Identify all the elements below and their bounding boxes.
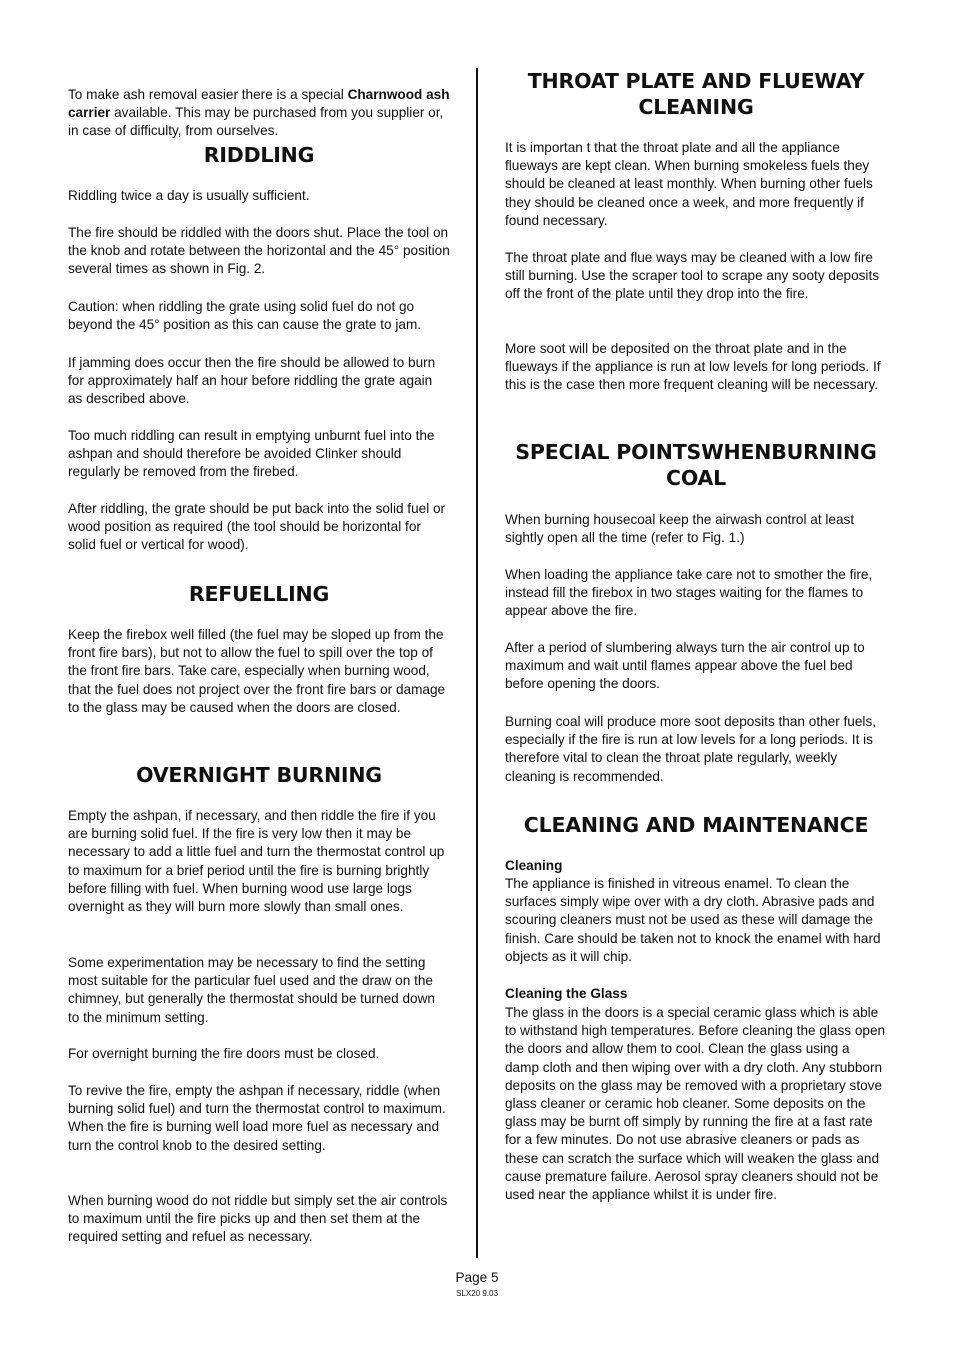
throat-paragraph: The throat plate and flue ways may be cleaned with a low fire still burning. Use the scraper tool to scrape any sooty deposits off the front of the plate until they drop into the fire.: [505, 250, 880, 302]
overnight-paragraph: When burning wood do not riddle but simply set the air controls to maximum until the fire picks up and then set them at the required setting and refuel as necessary.: [68, 1193, 448, 1245]
throat-plate-heading: THROAT PLATE AND FLUEWAY CLEANING: [527, 69, 865, 119]
cleaning-paragraph: The appliance is finished in vitreous enamel. To clean the surfaces simply wipe over with a dry cloth. Abrasive pads and scouring cleaners must not be used as these will damage the finish. Care should be taken not to knock the enamel with hard objects as it will chip.: [505, 876, 881, 964]
intro-paragraph: To make ash removal easier there is a special Charnwood ash carrier available. This may be purchased from you supplier or, in case of difficulty, from ourselves.: [68, 87, 450, 139]
riddling-paragraph: The fire should be riddled with the doors shut. Place the tool on the knob and rotate between the horizontal and the 45° position several times as shown in Fig. 2.: [68, 225, 450, 277]
coal-paragraph: Burning coal will produce more soot deposits than other fuels, especially if the fire is run at low levels for a long periods. It is therefore vital to clean the throat plate regularly, weekly cleaning is recommended.: [505, 714, 877, 784]
throat-paragraph: It is importan t that the throat plate and all the appliance flueways are kept clean. When burning smokeless fuels they should be cleaned at least monthly. When burning other fuels they should be cleaned once a week, and more frequently if found necessary.: [505, 140, 873, 228]
riddling-paragraph: Caution: when riddling the grate using solid fuel do not go beyond the 45° position as this can cause the grate to jam.: [68, 299, 422, 333]
overnight-paragraph: To revive the fire, empty the ashpan if necessary, riddle (when burning solid fuel) and turn the thermostat control to maximum. When the fire is burning well load more fuel as necessary and turn the control knob to the desired setting.: [68, 1083, 446, 1153]
refuelling-heading: REFUELLING: [188, 582, 330, 606]
overnight-paragraph: Empty the ashpan, if necessary, and then riddle the fire if you are burning solid fuel. If the fire is very low then it may be necessary to add a little fuel and turn the thermostat control up to maximum for a brief period until the fire is burning brightly before filling with fuel. When burning wood use large logs overnight as they will burn more slowly than small ones.: [68, 808, 445, 915]
overnight-burning-heading: OVERNIGHT BURNING: [136, 763, 382, 787]
overnight-paragraph: For overnight burning the fire doors must be closed.: [68, 1046, 380, 1061]
cleaning-glass-subheading: Cleaning the Glass: [505, 986, 628, 1001]
riddling-heading: RIDDLING: [203, 143, 315, 167]
coal-paragraph: When loading the appliance take care not to smother the fire, instead fill the firebox in two stages waiting for the flames to appear above the fire.: [505, 567, 873, 619]
cleaning-glass-paragraph: The glass in the doors is a special ceramic glass which is able to withstand high temperatures. Before cleaning the glass open the doors and allow them to cool. Clean the glass using a damp cloth and then wiping over with a dry cloth. Any stubborn deposits on the glass may be removed with a proprietary stove glass cleaner or ceramic hob cleaner. Some deposits on the glass may be burnt off simply by running the fire at a fast rate for a few minutes. Do not use abrasive cleaners or pads as these can scratch the surface which will weaken the glass and cause premature failure. Aerosol spray cleaners should not be used near the appliance whilst it is under fire.: [505, 1005, 886, 1203]
riddling-paragraph: If jamming does occur then the fire should be allowed to burn for approximately half an hour before riddling the grate again as described above.: [68, 355, 436, 407]
riddling-paragraph: Riddling twice a day is usually sufficient.: [68, 188, 310, 203]
riddling-paragraph: After riddling, the grate should be put back into the solid fuel or wood position as required (the tool should be horizontal for solid fuel or vertical for wood).: [68, 501, 446, 553]
document-code: SLX20 9.03: [456, 1289, 498, 1298]
special-points-coal-heading: SPECIAL POINTSWHENBURNING COAL: [515, 440, 877, 490]
coal-paragraph: When burning housecoal keep the airwash control at least sightly open all the time (refer to Fig. 1.): [505, 512, 855, 546]
throat-paragraph: More soot will be deposited on the throat plate and in the flueways if the appliance is run at low levels for long periods. If this is the case then more frequent cleaning will be necessary.: [505, 341, 881, 393]
column-divider: [476, 68, 478, 1258]
refuelling-paragraph: Keep the firebox well filled (the fuel may be sloped up from the front fire bars), but not to allow the fuel to spill over the top of the front fire bars. Take care, especially when burning wood, that the fuel does not project over the front fire bars or damage to the glass may be caused when the doors are closed.: [68, 627, 446, 715]
overnight-paragraph: Some experimentation may be necessary to find the setting most suitable for the particular fuel used and the draw on the chimney, but generally the thermostat should be turned down to the minimum setting.: [68, 955, 435, 1025]
page-number: Page 5: [455, 1270, 499, 1285]
coal-paragraph: After a period of slumbering always turn the air control up to maximum and wait until flames appear above the fuel bed before opening the doors.: [505, 640, 865, 692]
cleaning-maintenance-heading: CLEANING AND MAINTENANCE: [523, 813, 869, 837]
riddling-paragraph: Too much riddling can result in emptying unburnt fuel into the ashpan and should therefore be avoided Clinker should regularly be removed from the firebed.: [68, 428, 435, 480]
ash-carrier-bold: Charnwood ash carrier: [68, 87, 450, 121]
cleaning-subheading: Cleaning: [505, 858, 563, 873]
